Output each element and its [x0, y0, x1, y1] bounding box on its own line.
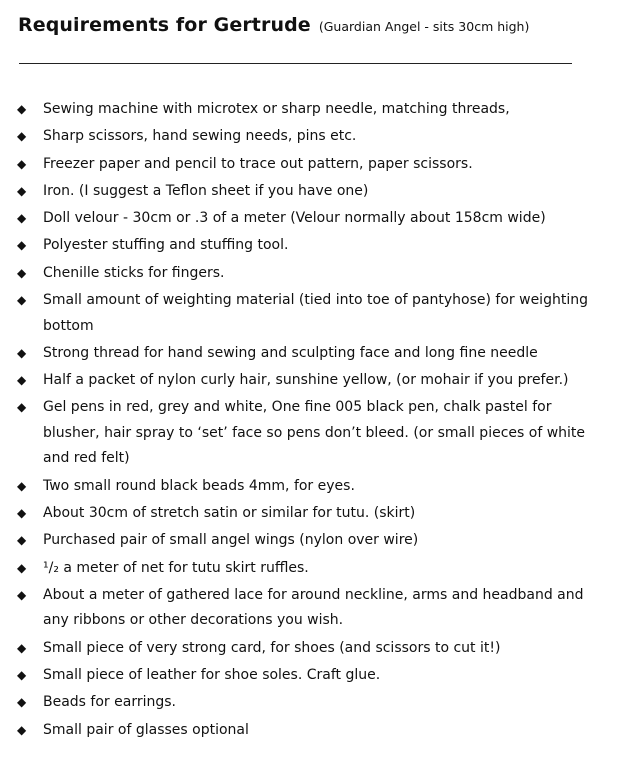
item-text: Small piece of very strong card, for shoes (and scissors to cut it!) [43, 639, 501, 656]
item-text: About 30cm of stretch satin or similar for tutu. (skirt) [43, 505, 416, 522]
list-item [0, 206, 617, 232]
diamond-bullet-icon: ◆ [17, 560, 27, 575]
item-text: Iron. (I suggest a Teflon sheet if you have one) [43, 182, 369, 199]
item-text: Two small round black beads 4mm, for eyes. [43, 477, 355, 494]
title-divider [19, 63, 572, 64]
item-text: Small piece of leather for shoe soles. Craft glue. [43, 667, 381, 684]
item-text: Beads for earrings. [43, 694, 176, 711]
page-subtitle: (Guardian Angel - sits 30cm high) [318, 19, 530, 34]
item-text: Sewing machine with microtex or sharp needle, matching threads, [43, 101, 510, 117]
diamond-bullet-icon: ◆ [17, 156, 27, 171]
list-item [0, 636, 617, 662]
diamond-bullet-icon: ◆ [17, 102, 27, 116]
diamond-bullet-icon: ◆ [17, 533, 27, 548]
diamond-bullet-icon: ◆ [17, 640, 27, 655]
list-item [0, 124, 617, 150]
diamond-bullet-icon: ◆ [17, 373, 27, 388]
diamond-bullet-icon: ◆ [17, 506, 27, 521]
item-text: Strong thread for hand sewing and sculpting face and long fine needle [43, 344, 538, 361]
item-text: Sharp scissors, hand sewing needs, pins etc. [43, 128, 357, 145]
diamond-bullet-icon: ◆ [17, 400, 27, 415]
list-item [0, 152, 617, 178]
list-item [0, 261, 617, 287]
list-item [0, 663, 617, 689]
diamond-bullet-icon: ◆ [17, 183, 27, 198]
item-text: Small pair of glasses optional [43, 721, 249, 738]
diamond-bullet-icon: ◆ [17, 345, 27, 360]
list-item [0, 583, 617, 634]
requirements-list [0, 97, 617, 745]
diamond-bullet-icon: ◆ [17, 722, 27, 737]
title-row [18, 14, 613, 36]
item-text: Gel pens in red, grey and white, One fine 005 black pen, chalk pastel for blusher, hair spray to ‘set’ face so pens don’t bleed. (or small pieces of white and red felt) [43, 399, 586, 467]
item-text: Small amount of weighting material (tied into toe of pantyhose) for weighting bottom [43, 292, 588, 334]
item-text: About a meter of gathered lace for around neckline, arms and headband and any ribbons or other decorations you wish. [43, 586, 584, 629]
item-text: Polyester stuffing and stuffing tool. [43, 237, 289, 254]
list-item [0, 233, 617, 259]
list-item [0, 97, 617, 123]
diamond-bullet-icon: ◆ [17, 293, 27, 308]
item-text: ¹/₂ a meter of net for tutu skirt ruffles. [43, 559, 309, 576]
diamond-bullet-icon: ◆ [17, 695, 27, 710]
list-item [0, 179, 617, 205]
diamond-bullet-icon: ◆ [17, 211, 27, 226]
item-text: Doll velour - 30cm or .3 of a meter (Velour normally about 158cm wide) [43, 210, 546, 227]
item-text: Chenille sticks for fingers. [43, 264, 225, 281]
list-item [0, 341, 617, 367]
list-item [0, 501, 617, 527]
list-item [0, 556, 617, 582]
list-item [0, 718, 617, 744]
list-item [0, 690, 617, 716]
item-text: Freezer paper and pencil to trace out pattern, paper scissors. [43, 155, 473, 172]
list-item [0, 288, 617, 339]
list-item [0, 368, 617, 394]
list-item [0, 395, 617, 472]
item-text: Half a packet of nylon curly hair, sunshine yellow, (or mohair if you prefer.) [43, 372, 569, 389]
item-text: Purchased pair of small angel wings (nylon over wire) [43, 532, 419, 549]
diamond-bullet-icon: ◆ [17, 129, 27, 144]
page-title: Requirements for Gertrude [18, 14, 311, 36]
diamond-bullet-icon: ◆ [17, 478, 27, 493]
list-item [0, 528, 617, 554]
diamond-bullet-icon: ◆ [17, 265, 27, 280]
list-item [0, 474, 617, 500]
diamond-bullet-icon: ◆ [17, 668, 27, 683]
diamond-bullet-icon: ◆ [17, 238, 27, 253]
diamond-bullet-icon: ◆ [17, 587, 27, 602]
